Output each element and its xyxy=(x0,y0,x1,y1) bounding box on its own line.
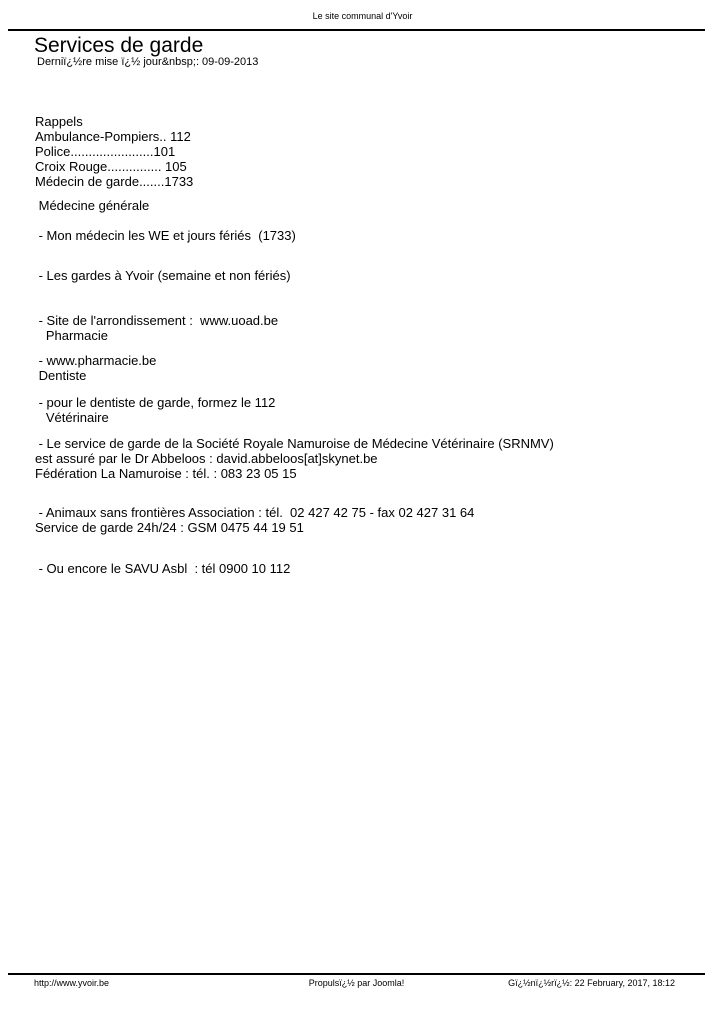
body-line: - Animaux sans frontières Association : tél. 02 427 42 75 - fax 02 427 31 64 xyxy=(35,505,475,520)
body-line: Médecin de garde.......1733 xyxy=(35,174,194,189)
footer-site-url: http://www.yvoir.be xyxy=(34,978,110,988)
body-text xyxy=(35,114,715,576)
body-line: Police.......................101 xyxy=(35,144,176,159)
page-title: Services de garde xyxy=(34,34,204,57)
body-line: Service de garde 24h/24 : GSM 0475 44 19 51 xyxy=(35,520,304,535)
body-line: - Les gardes à Yvoir (semaine et non fériés) xyxy=(35,268,291,283)
body-line: Vétérinaire xyxy=(35,410,109,425)
body-line: est assuré par le Dr Abbeloos : david.abbeloos[at]skynet.be xyxy=(35,451,378,466)
body-line: - Le service de garde de la Société Royale Namuroise de Médecine Vétérinaire (SRNMV) xyxy=(35,436,554,451)
body-line: Médecine générale xyxy=(35,198,150,213)
body-line: Fédération La Namuroise : tél. : 083 23 05 15 xyxy=(35,466,297,481)
print-header-site-title: Le site communal d'Yvoir xyxy=(312,11,413,21)
body-line: Croix Rouge............... 105 xyxy=(35,159,187,174)
footer-generated-timestamp: Gï¿½nï¿½rï¿½: 22 February, 2017, 18:12 xyxy=(508,978,675,988)
body-line: Pharmacie xyxy=(35,328,108,343)
body-line: - Mon médecin les WE et jours fériés (1733) xyxy=(35,228,296,243)
footer-powered-by: Propulsï¿½ par Joomla! xyxy=(308,978,405,988)
header-divider xyxy=(8,29,705,31)
last-updated-line: Derniï¿½re mise ï¿½ jour&nbsp;: 09-09-2013 xyxy=(37,56,259,68)
body-line: Dentiste xyxy=(35,368,87,383)
body-line: - www.pharmacie.be xyxy=(35,353,157,368)
body-line: - Ou encore le SAVU Asbl : tél 0900 10 112 xyxy=(35,561,291,576)
footer-divider xyxy=(8,973,705,975)
body-line: - pour le dentiste de garde, formez le 112 xyxy=(35,395,276,410)
body-line: Ambulance-Pompiers.. 112 xyxy=(35,129,191,144)
body-line: - Site de l'arrondissement : www.uoad.be xyxy=(35,313,279,328)
body-line: Rappels xyxy=(35,114,83,129)
